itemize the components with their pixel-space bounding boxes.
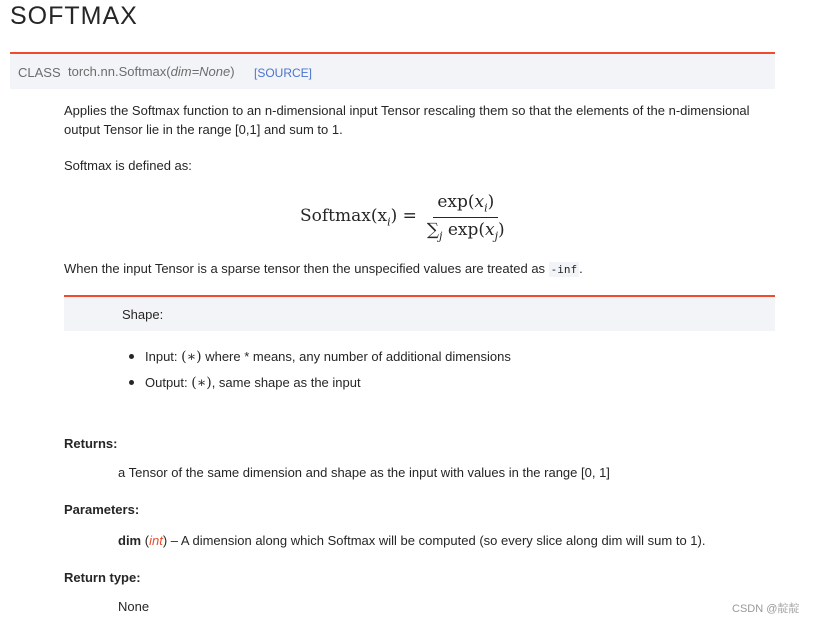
description-line-1: Applies the Softmax function to an n-dimensional input Tensor rescaling them so that the elements of the n-dimensional [64, 103, 750, 118]
returns-text: a Tensor of the same dimension and shape as the input with values in the range [0, 1] [118, 465, 610, 480]
signature-params: dim=None [170, 64, 231, 79]
shape-label: Shape: [122, 307, 164, 322]
description-line-2: output Tensor lie in the range [0,1] and sum to 1. [64, 122, 343, 137]
output-shape-symbol: (∗) [191, 375, 212, 391]
shape-output-item: Output: (∗), same shape as the input [128, 370, 511, 396]
signature-close-paren: ) [230, 64, 235, 79]
formula-lhs: $Softmax(x_i)$ = [300, 205, 417, 229]
signature-open-paren: ( [166, 64, 171, 79]
return-type-label: Return type: [64, 570, 141, 585]
shape-section-header [64, 295, 775, 331]
parameter-dim: dim (int) – A dimension along which Softmax will be computed (so every slice along dim will sum to 1). [118, 533, 706, 548]
sparse-note-text: When the input Tensor is a sparse tensor then the unspecified values are treated as [64, 261, 549, 276]
return-type-value: None [118, 599, 150, 614]
shape-input-item: Input: (∗) where * means, any number of additional dimensions [128, 344, 511, 370]
formula-denominator: $\sum_j$ $\exp(x_j)$ [426, 219, 505, 242]
param-name: dim [118, 533, 142, 548]
class-signature-text [68, 64, 235, 79]
sparse-note: When the input Tensor is a sparse tensor then the unspecified values are treated as -inf . [64, 261, 583, 276]
returns-label: Returns: [64, 436, 118, 451]
page-title: SOFTMAX [10, 2, 138, 30]
formula-numerator: $\exp(x_i)$ [433, 192, 498, 217]
shape-list [128, 344, 511, 396]
param-type-link[interactable]: int [149, 533, 163, 548]
watermark: CSDN @靛靛 [732, 603, 800, 615]
softmax-formula [300, 192, 509, 242]
param-description: – A dimension along which Softmax will be computed (so every slice along dim will sum to 1). [167, 533, 706, 548]
input-shape-symbol: (∗) [181, 349, 202, 365]
class-keyword: CLASS [18, 65, 61, 80]
source-link[interactable]: [SOURCE] [254, 66, 313, 80]
class-name: torch.nn.Softmax [68, 64, 167, 79]
class-signature [10, 52, 775, 89]
description-paragraph [64, 101, 774, 139]
inf-code: -inf [550, 263, 578, 276]
formula-fraction [423, 192, 509, 242]
defined-as-text: Softmax is defined as: [64, 158, 192, 173]
parameters-label: Parameters: [64, 502, 140, 517]
